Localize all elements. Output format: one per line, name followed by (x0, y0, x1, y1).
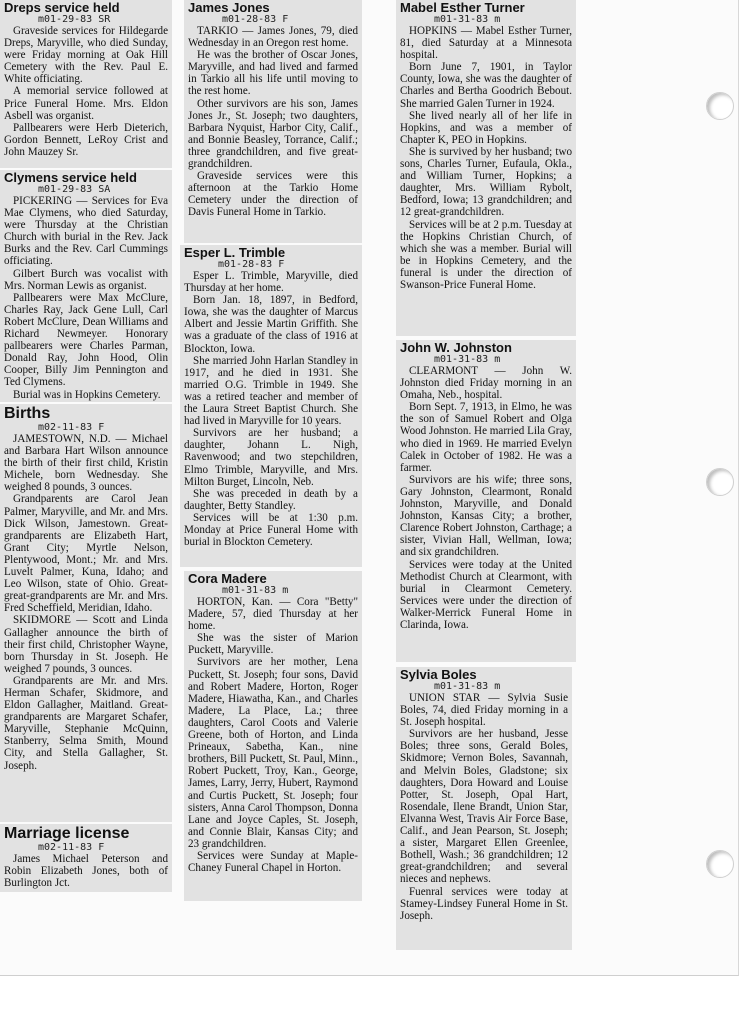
paragraph: Born June 7, 1901, in Taylor County, Iowa, she was the daughter of Charles and Bertha Goodrich Bebout. She married Galen Turner in 1924. (400, 61, 572, 110)
paragraph: Survivors are his wife; three sons, Gary Johnston, Clearmont, Ronald Johnston, Maryville, and Donald Johnston, Kansas City; a brother, Clarence Robert Johnston, Carthage; a sister, Vivian Hall, Wellman, Iowa; and six grandchildren. (400, 473, 572, 559)
clipping-cora-madere (184, 571, 362, 901)
paragraph: Graveside services for Hildegarde Dreps, Maryville, who died Sunday, were Friday morning at Oak Hill Cemetery with the Rev. Paul E. White officiating. (4, 25, 168, 86)
paragraph: Grandparents are Carol Jean Palmer, Maryville, and Mr. and Mrs. Dick Wilson, Jamestown. Great-grandparents are Elizabeth Hart, Grant City; Myrtle Nelson, Plentywood, Mont.; Mr. and Mrs. Luvelt Palmer, Kuna, Idaho; and Leo Wilson, state of Ohio. Great-great-grandparents are Mr. and Mrs. Fred Scheffield, Meridian, Idaho. (4, 493, 168, 615)
paragraph: Other survivors are his son, James Jones Jr., St. Joseph; two daughters, Barbara Nyquist, Harbor City, Calif., and Bonnie Beasley, Torrance, Calif.; three grandchildren, and five great-grandchildren. (188, 97, 358, 171)
paragraph: Survivors are her mother, Lena Puckett, St. Joseph; four sons, David and Robert Madere, Horton, Roger Madere, Hiawatha, Kan., and Charles Madere, La Place, La.; three daughters, Carol Coots and Valerie Greene, both of Horton, and Linda Prineaux, Sabetha, Kan., nine brothers, Bill Puckett, St. Paul, Minn., Robert Puckett, Troy, Kan., George, James, Larry, Jerry, Hubert, Raymond and Curtis Puckett, St. Joseph; four sisters, Anna Carol Thompson, Donna Lane and Joyce Caples, St. Joseph, and Connie Blair, Kansas City; and 23 grandchildren. (188, 656, 358, 850)
handwritten-date: m01-28-83 F (218, 259, 285, 270)
clipping-heading: Births (4, 405, 51, 422)
clipping-sylvia-boles (396, 667, 572, 950)
paragraph: James Michael Peterson and Robin Elizabeth Jones, both of Burlington Jct. (4, 853, 168, 890)
handwritten-date: m02-11-83 F (38, 422, 105, 433)
clipping-esper-trimble (180, 245, 362, 567)
clipping-heading: Mabel Esther Turner (400, 0, 525, 15)
paragraph: Services were Sunday at Maple-Chaney Funeral Chapel in Horton. (188, 849, 358, 875)
paragraph: Pallbearers were Herb Dieterich, Gordon Bennett, LeRoy Crist and John Mauzey Sr. (4, 121, 168, 158)
paragraph: HORTON, Kan. — Cora "Betty" Madere, 57, died Thursday at her home. (188, 596, 358, 633)
binder-hole (706, 850, 734, 878)
handwritten-date: m01-29-83 SR (38, 14, 111, 25)
paragraph: Services will be at 2 p.m. Tuesday at the Hopkins Christian Church, of which she was a member. Burial will be in Hopkins Cemetery, and the funeral is under the direction of Swanson-Price Funeral Home. (400, 218, 572, 291)
clipping-births (0, 404, 172, 822)
handwritten-date: m01-31-83 m (434, 354, 501, 365)
handwritten-date: m02-11-83 F (38, 842, 105, 853)
binder-hole (706, 92, 734, 120)
paragraph: She married John Harlan Standley in 1917, and he died in 1931. She married O.G. Trimble in 1949. She was a retired teacher and member of the Laura Street Baptist Church. She had lived in Maryville for 10 years. (184, 354, 358, 428)
paragraph: Services were today at the United Methodist Church at Clearmont, with burial in Clearmont Cemetery. Services were under the direction of Walker-Merrick Funeral Home in Clarinda, Iowa. (400, 558, 572, 631)
paragraph: Gilbert Burch was vocalist with Mrs. Norman Lewis as organist. (4, 267, 168, 292)
handwritten-date: m01-28-83 F (222, 14, 289, 25)
paragraph: Graveside services were this afternoon at the Tarkio Home Cemetery under the direction of Davis Funeral Home in Tarkio. (188, 170, 358, 219)
paragraph: Esper L. Trimble, Maryville, died Thursday at her home. (184, 270, 358, 295)
clipping-heading: Sylvia Boles (400, 667, 477, 682)
paragraph: UNION STAR — Sylvia Susie Boles, 74, died Friday morning in a St. Joseph hospital. (400, 692, 568, 729)
handwritten-date: m01-29-83 SA (38, 184, 111, 195)
clipping-heading: John W. Johnston (400, 340, 512, 355)
clipping-heading: Dreps service held (4, 0, 120, 15)
paragraph: A memorial service followed at Price Funeral Home. Mrs. Eldon Asbell was organist. (4, 85, 168, 122)
paragraph: PICKERING — Services for Eva Mae Clymens, who died Saturday, were Thursday at the Christian Church with burial in the Rev. Jack Burks and the Rev. Carl Cummings officiating. (4, 195, 168, 268)
paragraph: Burial was in Hopkins Cemetery. (13, 388, 161, 401)
clipping-dreps (0, 0, 172, 168)
paragraph: Services will be at 1:30 p.m. Monday at Price Funeral Home with burial in Blockton Cemetery. (184, 511, 358, 549)
clipping-heading: Cora Madere (188, 571, 267, 586)
clipping-clymens (0, 170, 172, 402)
paragraph: SKIDMORE — Scott and Linda Gallagher announce the birth of their first child, Christopher Wayne, born Thursday in St. Joseph. He weighed 7 pounds, 3 ounces. (4, 614, 168, 675)
clipping-heading: Marriage license (4, 825, 130, 842)
paragraph: He was the brother of Oscar Jones, Maryville, and had lived and farmed in Tarkio all his life until moving to the rest home. (188, 49, 358, 98)
handwritten-date: m01-31-83 m (434, 681, 501, 692)
clipping-james-jones (184, 0, 362, 243)
paragraph: Survivors are her husband, Jesse Boles; three sons, Gerald Boles, Skidmore; Vernon Boles, Savannah, and Melvin Boles, Gladstone; six daughters, Dora Howard and Louise Potter, St. Joseph, Opal Hart, Rosendale, Ilene Brandt, Union Star, Elvanna West, Travis Air Force Base, Calif., and Jean Pearson, St. Joseph; a sister, Margaret Ellen Greenlee, Bothell, Wash.; 36 grandchildren; 12 great-grandchildren; and several nieces and nephews. (400, 728, 568, 886)
binder-hole (706, 468, 734, 496)
paragraph: JAMESTOWN, N.D. — Michael and Barbara Hart Wilson announce the birth of their first child, Kristin Michele, born Wednesday. She weighed 8 pounds, 3 ounces. (4, 433, 168, 494)
paragraph: Grandparents are Mr. and Mrs. Herman Schafer, Skidmore, and Eldon Gallagher, Maitland. Great-grandparents are Margaret Schafer, Maryville, Stephanie McQuinn, Stanberry, Selma Smith, Mound City, and Stella Gallagher, St. Joseph. (4, 674, 168, 772)
paragraph: Pallbearers were Max McClure, Charles Ray, Jack Gene Lull, Carl Robert McClure, Dean Williams and Richard Newmeyer. Honorary pallbearers were Charles Parman, Donald Ray, John Hood, Olin Cooper, Billy Jim Pennington and Ted Clymens. (4, 291, 168, 389)
clipping-heading: Clymens service held (4, 170, 137, 185)
paragraph: TARKIO — James Jones, 79, died Wednesday in an Oregon rest home. (188, 25, 358, 50)
clipping-mabel-turner (396, 0, 576, 336)
clipping-marriage-license (0, 824, 172, 892)
paragraph: Survivors are her husband; a daughter, Johann L. Nigh, Ravenwood; and two stepchildren, Elmo Trimble, Maryville, and Mrs. Milton Burget, Lincoln, Neb. (184, 427, 358, 488)
paragraph: She was the sister of Marion Puckett, Maryville. (188, 632, 358, 657)
clipping-john-johnston (396, 340, 576, 662)
paragraph: She is survived by her husband; two sons, Charles Turner, Eufaula, Okla., and William Turner, Hopkins; a daughter, Mrs. William Rybolt, Bedford, Iowa; 13 grandchildren; and 12 great-grandchildren. (400, 145, 572, 219)
handwritten-date: m01-31-83 m (222, 585, 289, 596)
paragraph: HOPKINS — Mabel Esther Turner, 81, died Saturday at a Minnesota hospital. (400, 25, 572, 62)
handwritten-date: m01-31-83 m (434, 14, 501, 25)
paragraph: Born Jan. 18, 1897, in Bedford, Iowa, she was the daughter of Marcus Albert and Jessie Martin Griffith. She was a graduate of the class of 1916 at Blockton, Iowa. (184, 294, 358, 355)
paragraph: Fuenral services were today at Stamey-Lindsey Funeral Home in St. Joseph. (400, 885, 568, 922)
paragraph: Born Sept. 7, 1913, in Elmo, he was the son of Samuel Robert and Olga Wood Johnston. He married Lila Gray, who died in 1969. He married Evelyn Calek in October of 1982. He was a farmer. (400, 401, 572, 474)
paragraph: She lived nearly all of her life in Hopkins, and was a member of Chapter K, PEO in Hopkins. (400, 109, 572, 146)
paragraph: She was preceded in death by a daughter, Betty Standley. (184, 487, 358, 512)
paragraph: CLEARMONT — John W. Johnston died Friday morning in an Omaha, Neb., hospital. (400, 365, 572, 402)
clipping-heading: Esper L. Trimble (184, 245, 286, 260)
clipping-heading: James Jones (188, 0, 270, 15)
